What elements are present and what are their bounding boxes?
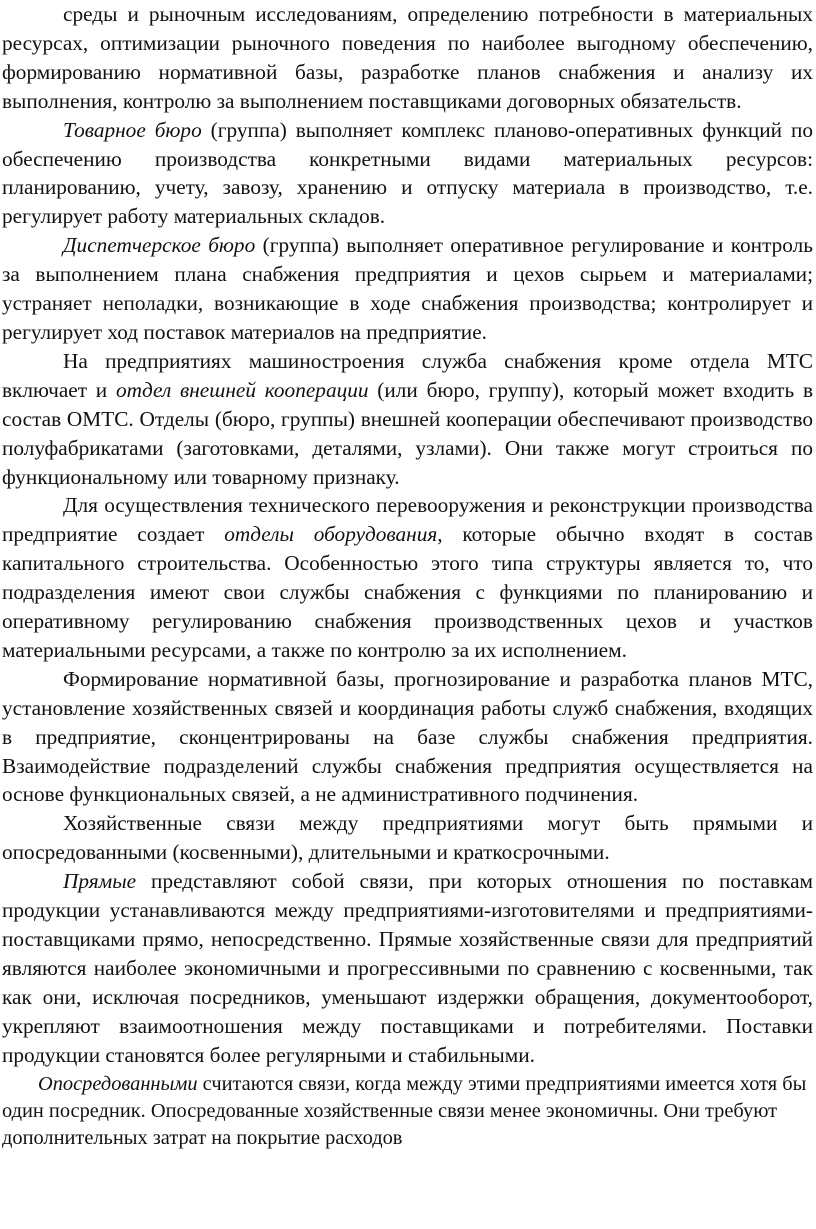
paragraph-commodity-bureau (2, 116, 813, 232)
paragraph-supply-functions (2, 0, 813, 116)
paragraph-text: , которые обычно входят в состав капитального строительства. Особенностью этого типа структуры является то, что подразделения имеют свои службы снабжения с функциями по планированию и оперативному регулированию снабжения производственных цехов и участков материальными ресурсами, а также по контролю за их исполнением. (2, 522, 813, 662)
paragraph-text: представляют собой связи, при которых отношения по поставкам продукции устанавливаются между предприятиями-изготовителями и предприятиями-поставщиками прямо, непосредственно. Прямые хозяйственные связи для предприятий являются наиболее экономичными и прогрессивными по сравнению с косвенными, так как они, исключая посредников, уменьшают издержки обращения, документооборот, укрепляют взаимоотношения между поставщиками и потребителями. Поставки продукции становятся более регулярными и стабильными. (2, 869, 813, 1067)
paragraph-text: (или бюро, группу), который может входить в состав ОМТС. Отделы (бюро, группы) внешней кооперации обеспечивают производство полуфабрикатами (заготовками, деталями, узлами). Они также могут строиться по функциональному или товарному признаку. (2, 377, 813, 489)
paragraph-equipment-departments (2, 491, 813, 664)
paragraph-text: Формирование нормативной базы, прогнозирование и разработка планов МТС, установление хозяйственных связей и координация работы служб снабжения, входящих в предприятие, сконцентрированы на базе службы снабжения предприятия. Взаимодействие подразделений службы снабжения предприятия осуществляется на основе функциональных связей, а не административного подчинения. (2, 666, 813, 807)
paragraph-text: среды и рыночным исследованиям, определению потребности в материальных ресурсах, оптимизации рыночного поведения по наиболее выгодному обеспечению, формированию нормативной базы, разработке планов снабжения и анализу их выполнения, контролю за выполнением поставщиками договорных обязательств. (2, 2, 813, 113)
paragraph-text: считаются связи, когда между этими предприятиями имеется хотя бы один посредник. Опосредованные хозяйственные связи менее экономичны. Они требуют дополнительных затрат на покрытие расходов (2, 1072, 807, 1149)
term-commodity-bureau: Товарное бюро (63, 117, 202, 142)
paragraph-economic-relations (2, 809, 813, 867)
term-dispatch-bureau: Диспетчерское бюро (63, 233, 256, 258)
term-external-cooperation-department: отдел внешней кооперации (115, 377, 369, 402)
paragraph-external-cooperation (2, 347, 813, 492)
paragraph-normative-base (2, 665, 813, 810)
paragraph-text: (группа) выполняет оперативное регулирование и контроль за выполнением плана снабжения предприятия и цехов сырьем и материалами; устраняет неполадки, возникающие в ходе снабжения производства; контролирует и регулирует ход поставок материалов на предприятие. (2, 233, 813, 344)
term-direct: Прямые (63, 869, 137, 894)
paragraph-text: Хозяйственные связи между предприятиями могут быть прямыми и опосредованными (косвенными), длительными и краткосрочными. (2, 811, 813, 865)
term-equipment-departments: отделы оборудования (224, 522, 438, 547)
paragraph-text: (группа) выполняет комплекс планово-оперативных функций по обеспечению производства конкретными видами материальных ресурсов: планированию, учету, завозу, хранению и отпуску материала в производство, т.е. регулирует работу материальных складов. (2, 117, 813, 229)
paragraph-text: Для осуществления технического перевооружения и реконструкции производства предприятие создает (2, 493, 813, 547)
paragraph-direct-relations (2, 867, 813, 1069)
paragraph-text: На предприятиях машиностроения служба снабжения кроме отдела МТС включает и (2, 348, 813, 402)
paragraph-dispatch-bureau (2, 231, 813, 347)
paragraph-indirect-relations (2, 1070, 813, 1152)
term-indirect: Опосредованными (38, 1072, 198, 1095)
